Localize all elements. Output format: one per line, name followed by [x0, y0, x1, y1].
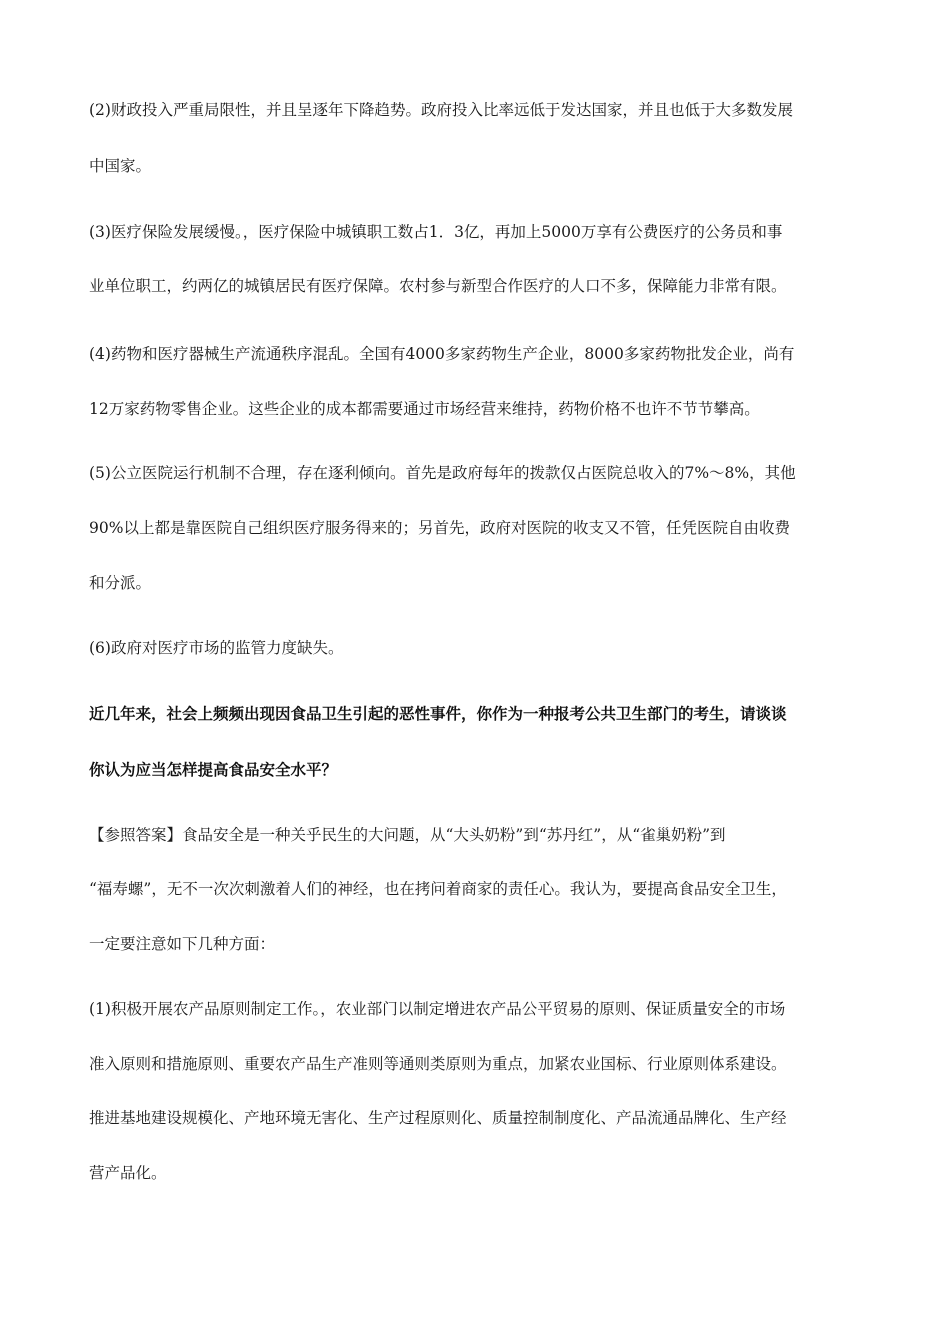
paragraph-line: 中国家。 [89, 157, 152, 175]
answer-line: “福寿螺”，无不一次次刺激着人们的神经，也在拷问着商家的责任心。我认为，要提高食品安全卫生， [89, 880, 787, 898]
paragraph-line: (4)药物和医疗器械生产流通秩序混乱。全国有4000多家药物生产企业，8000多家药物批发企业，尚有 [89, 345, 795, 363]
question-heading-line: 你认为应当怎样提高食品安全水平？ [89, 761, 338, 779]
answer-line: (1)积极开展农产品原则制定工作。，农业部门以制定增进农产品公平贸易的原则、保证质量安全的市场 [89, 1000, 786, 1018]
paragraph-line: 12万家药物零售企业。这些企业的成本都需要通过市场经营来维持，药物价格不也许不节节攀高。 [89, 400, 760, 418]
paragraph-line: 90%以上都是靠医院自己组织医疗服务得来的；另首先，政府对医院的收支又不管，任凭医院自由收费 [89, 519, 790, 537]
answer-line: 准入原则和措施原则、重要农产品生产准则等通则类原则为重点，加紧农业国标、行业原则体系建设。 [89, 1055, 787, 1073]
answer-line: 一定要注意如下几种方面： [89, 935, 276, 953]
paragraph-line: (3)医疗保险发展缓慢。，医疗保险中城镇职工数占1．3亿，再加上5000万享有公费医疗的公务员和事 [89, 223, 783, 241]
answer-line: 营产品化。 [89, 1164, 167, 1182]
answer-line: 推进基地建设规模化、产地环境无害化、生产过程原则化、质量控制制度化、产品流通品牌化、生产经 [89, 1109, 787, 1127]
question-heading-line: 近几年来，社会上频频出现因食品卫生引起的恶性事件，你作为一种报考公共卫生部门的考生，请谈谈 [89, 705, 787, 723]
paragraph-line: (6)政府对医疗市场的监管力度缺失。 [89, 639, 344, 657]
paragraph-line: (5)公立医院运行机制不合理，存在逐利倾向。首先是政府每年的拨款仅占医院总收入的7%～8%，其他 [89, 464, 796, 482]
paragraph-line: 和分派。 [89, 574, 152, 592]
paragraph-line: 业单位职工，约两亿的城镇居民有医疗保障。农村参与新型合作医疗的人口不多，保障能力非常有限。 [89, 277, 787, 295]
paragraph-line: (2)财政投入严重局限性，并且呈逐年下降趋势。政府投入比率远低于发达国家，并且也低于大多数发展 [89, 101, 793, 119]
answer-line: 【参照答案】食品安全是一种关乎民生的大问题，从“大头奶粉”到“苏丹红”，从“雀巢奶粉”到 [89, 826, 726, 844]
